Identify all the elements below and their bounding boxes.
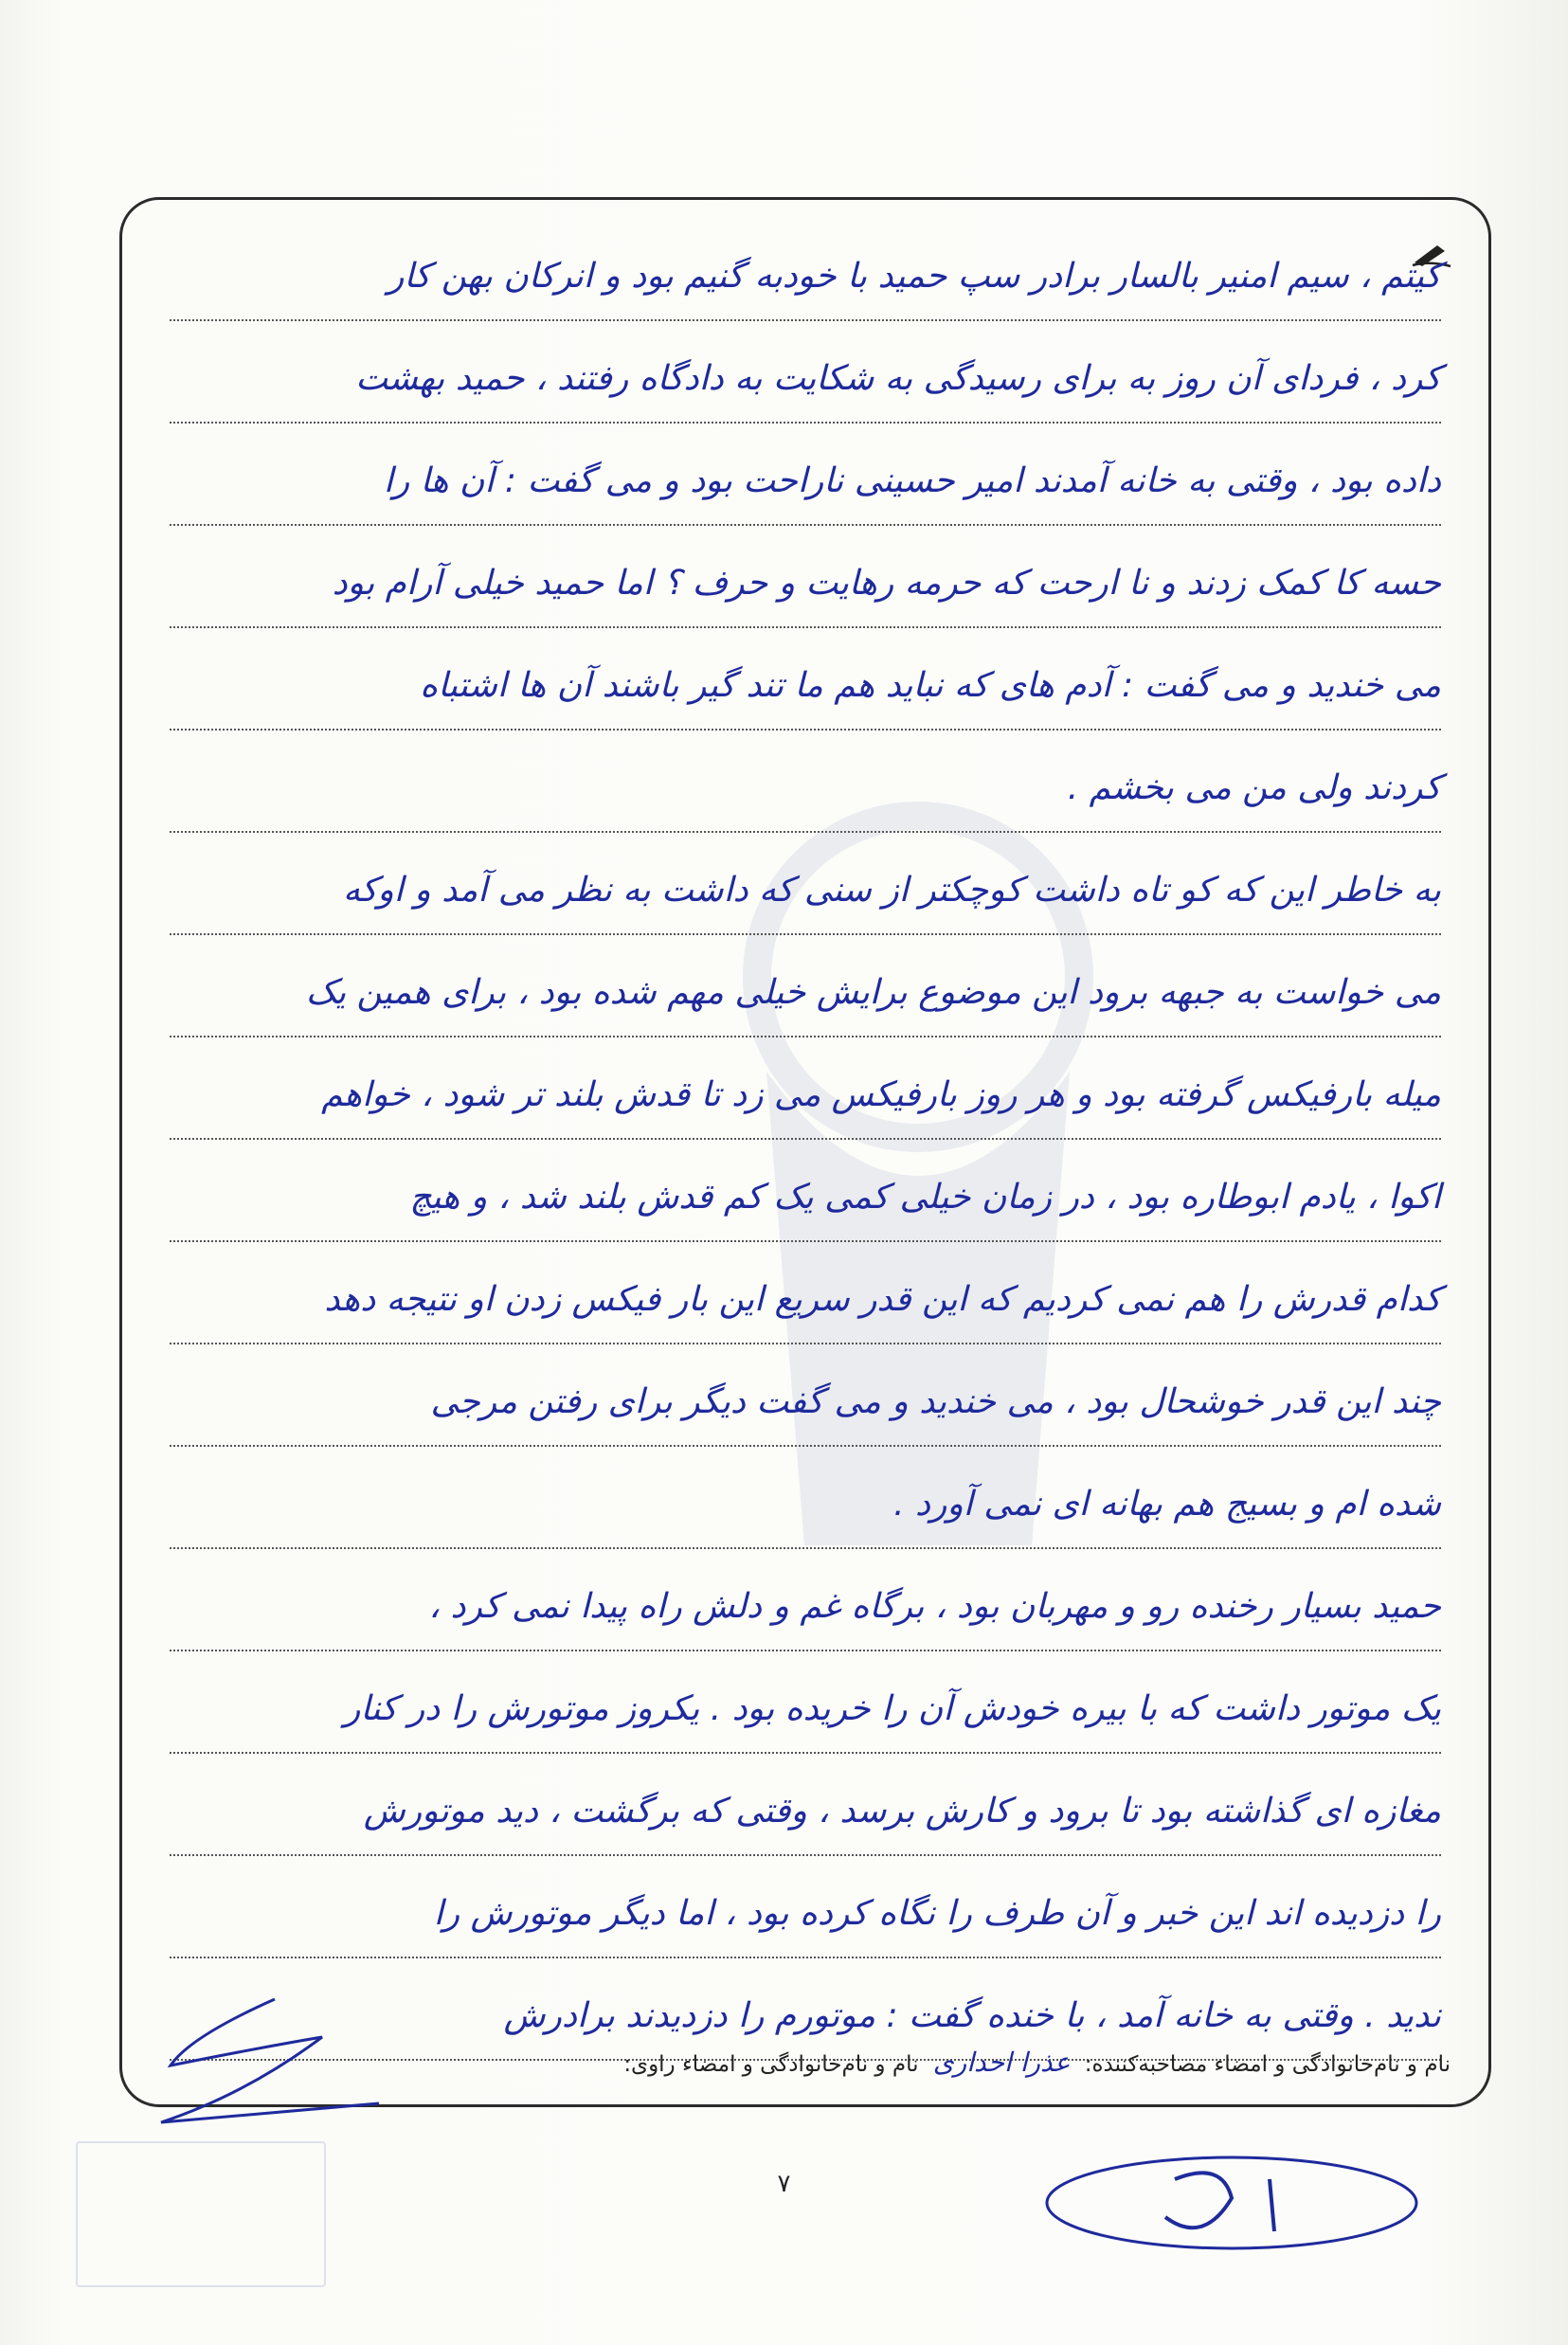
dotted-rule bbox=[170, 319, 1441, 321]
handwritten-line: حمید بسیار رخنده رو و مهربان بود ، برگاه غم و دلش راه پیدا نمی کرد ، bbox=[428, 1587, 1441, 1626]
dotted-rule bbox=[170, 729, 1441, 731]
handwritten-line: به خاطر این که کو تاه داشت کوچکتر از سنی که داشت به نظر می آمد و اوکه bbox=[342, 871, 1441, 910]
signature-scribble-right bbox=[1033, 2141, 1431, 2264]
handwritten-line: ندید . وقتی به خانه آمد ، با خنده گفت : موتورم را دزدیدند برادرش bbox=[503, 1996, 1441, 2035]
dotted-rule bbox=[170, 626, 1441, 628]
handwritten-line: میله بارفیکس گرفته بود و هر روز بارفیکس می زد تا قدش بلند تر شود ، خواهم bbox=[321, 1075, 1441, 1114]
dotted-rule bbox=[170, 1445, 1441, 1447]
handwritten-line: کرد ، فردای آن روز به برای رسیدگی به شکایت به دادگاه رفتند ، حمید بهشت bbox=[355, 359, 1441, 398]
dotted-rule bbox=[170, 933, 1441, 935]
signature-footer bbox=[122, 2047, 1488, 2078]
writing-frame bbox=[119, 197, 1491, 2107]
handwritten-line: کدام قدرش را هم نمی کردیم که این قدر سریع این بار فیکس زدن او نتیجه دهد bbox=[324, 1280, 1441, 1319]
handwritten-line: می خواست به جبهه برود این موضوع برایش خیلی مهم شده بود ، برای همین یک bbox=[305, 973, 1441, 1012]
narrator-label: نام و نام‌خانوادگی و امضاء راوی: bbox=[623, 2052, 919, 2077]
dotted-rule bbox=[170, 1854, 1441, 1856]
dotted-rule bbox=[170, 422, 1441, 424]
handwritten-line: داده بود ، وقتی به خانه آمدند امیر حسینی ناراحت بود و می گفت : آن ها را bbox=[383, 461, 1441, 500]
handwritten-line: شده ام و بسیج هم بهانه ای نمی آورد . bbox=[893, 1485, 1441, 1524]
handwritten-line: کردند ولی من می بخشم . bbox=[1067, 768, 1441, 807]
dotted-rule bbox=[170, 831, 1441, 833]
dotted-rule bbox=[170, 1240, 1441, 1242]
dotted-rule bbox=[170, 1343, 1441, 1344]
handwritten-line: چند این قدر خوشحال بود ، می خندید و می گفت دیگر برای رفتن مرجی bbox=[430, 1382, 1441, 1421]
interviewer-signature: عذرا احداری bbox=[932, 2047, 1071, 2078]
dotted-rule bbox=[170, 1752, 1441, 1754]
faded-stamp bbox=[76, 2141, 326, 2287]
dotted-rule bbox=[170, 1650, 1441, 1651]
dotted-rule bbox=[170, 1957, 1441, 1958]
handwritten-line: مغازه ای گذاشته بود تا برود و کارش برسد ، وقتی که برگشت ، دید موتورش bbox=[363, 1792, 1441, 1831]
text-area bbox=[170, 200, 1441, 2104]
page-number: ۷ bbox=[777, 2170, 791, 2198]
handwritten-line: حسه کا کمک زدند و نا ارحت که حرمه رهایت و حرف ؟ اما حمید خیلی آرام بود bbox=[332, 564, 1441, 603]
handwritten-line: کیتم ، سیم امنیر بالسار برادر سپ حمید با خودبه گنیم بود و انرکان بهن کار bbox=[387, 257, 1441, 296]
handwritten-line: می خندید و می گفت : آدم های که نباید هم ما تند گیر باشند آن ها اشتباه bbox=[420, 666, 1441, 705]
handwritten-line: اکوا ، یادم ابوطاره بود ، در زمان خیلی کمی یک کم قدش بلند شد ، و هیچ bbox=[409, 1178, 1441, 1217]
dotted-rule bbox=[170, 1138, 1441, 1140]
interviewer-label: نام و نام‌خانوادگی و امضاء مصاحبه‌کننده: bbox=[1084, 2052, 1451, 2077]
dotted-rule bbox=[170, 524, 1441, 526]
dotted-rule bbox=[170, 1547, 1441, 1549]
dotted-rule bbox=[170, 1036, 1441, 1037]
handwritten-line: را دزدیده اند این خبر و آن طرف را نگاه کرده بود ، اما دیگر موتورش را bbox=[433, 1894, 1441, 1933]
handwritten-line: یک موتور داشت که با بیره خودش آن را خریده بود . یکروز موتورش را در کنار bbox=[344, 1689, 1441, 1728]
